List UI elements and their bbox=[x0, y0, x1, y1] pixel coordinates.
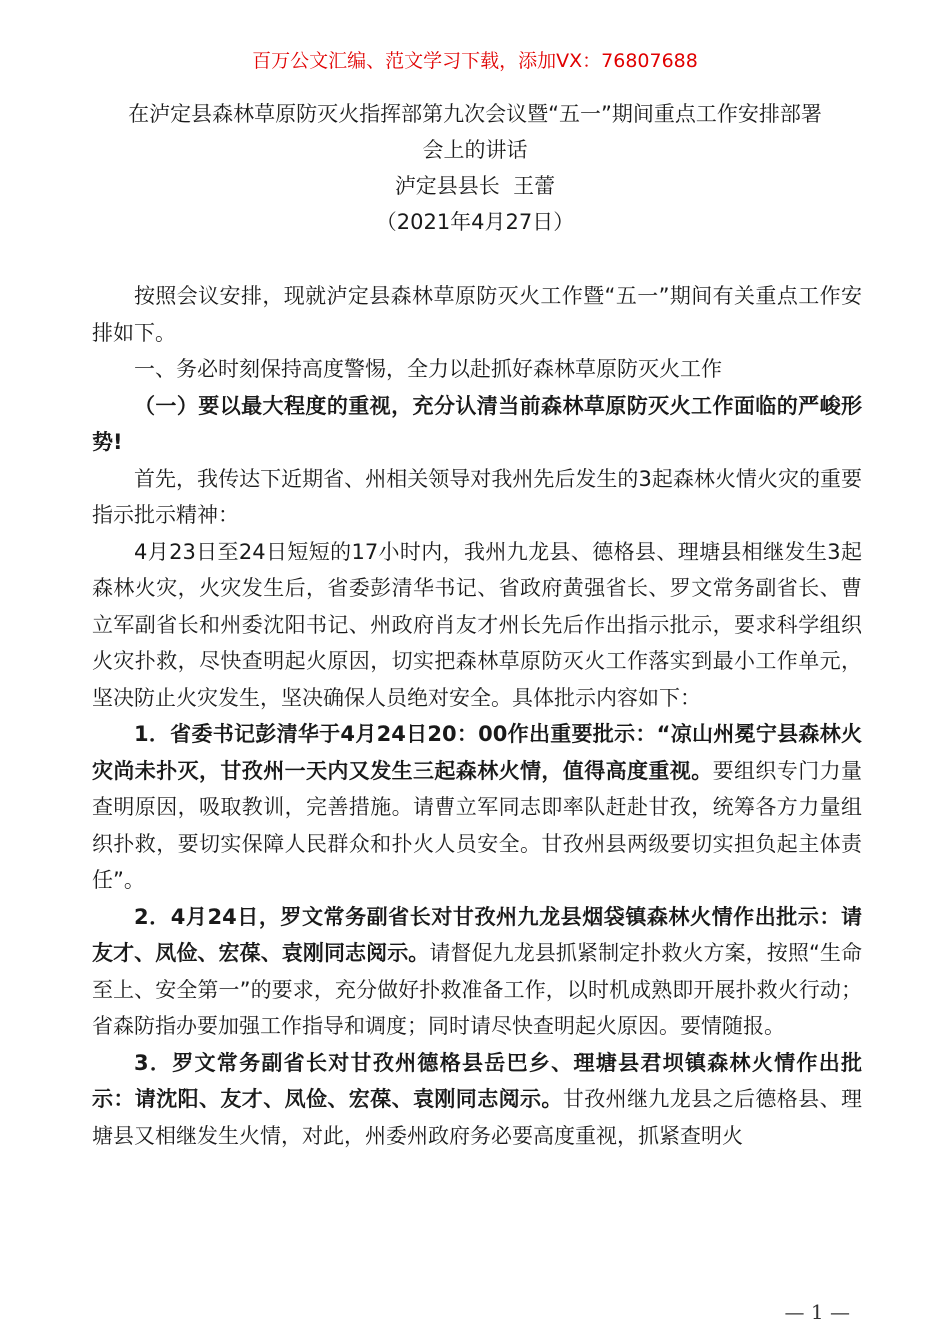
instruction-item-3 bbox=[92, 1045, 862, 1155]
page-number: — 1 — bbox=[784, 1300, 850, 1324]
instruction-item-3-bold: 3．罗文常务副省长对甘孜州德格县岳巴乡、理塘县君坝镇森林火情作出批示：请沈阳、友才、凤俭、宏葆、袁刚同志阅示。 bbox=[92, 1050, 862, 1111]
title-block bbox=[60, 96, 890, 240]
intro-paragraph: 按照会议安排，现就泸定县森林草原防灭火工作暨“五一”期间有关重点工作安排如下。 bbox=[92, 284, 862, 345]
instruction-item-2-rest: 请督促九龙县抓紧制定扑救火方案，按照“生命至上、安全第一”的要求，充分做好扑救准备工作，以时机成熟即开展扑救火行动；省森防指办要加强工作指导和调度；同时请尽快查明起火原因。要情随报。 bbox=[92, 941, 862, 1038]
instruction-item-2 bbox=[92, 899, 862, 1045]
speech-date: （2021年4月27日） bbox=[375, 210, 575, 234]
subsection-heading-1: （一）要以最大程度的重视，充分认清当前森林草原防灭火工作面临的严峻形势! bbox=[92, 393, 862, 454]
instruction-item-1-rest: 要组织专门力量查明原因，吸取教训，完善措施。请曹立军同志即率队赶赴甘孜，统筹各方力量组织扑救，要切实保障人民群众和扑火人员安全。甘孜州县两级要切实担负起主体责任”。 bbox=[92, 758, 863, 892]
speech-title-line2: 会上的讲话 bbox=[422, 138, 528, 162]
instruction-item-1 bbox=[92, 716, 862, 899]
speaker-line: 泸定县县长 王蕾 bbox=[394, 174, 556, 198]
document-body bbox=[92, 278, 862, 1154]
header-watermark-note: 百万公文汇编、范文学习下载，添加VX：76807688 bbox=[252, 50, 698, 72]
instruction-item-3-rest: 甘孜州继九龙县之后德格县、理塘县又相继发生火情，对此，州委州政府务必要高度重视，抓紧查明火 bbox=[92, 1087, 863, 1148]
paragraph-1: 首先，我传达下近期省、州相关领导对我州先后发生的3起森林火情火灾的重要指示批示精神： bbox=[92, 466, 862, 527]
instruction-item-1-bold: 1．省委书记彭清华于4月24日20：00作出重要批示：“凉山州冕宁县森林火灾尚未扑灭，甘孜州一天内又发生三起森林火情，值得高度重视。 bbox=[92, 722, 862, 783]
speech-title-line1: 在泸定县森林草原防灭火指挥部第九次会议暨“五一”期间重点工作安排部署 bbox=[128, 102, 822, 126]
paragraph-2: 4月23日至24日短短的17小时内，我州九龙县、德格县、理塘县相继发生3起森林火灾，火灾发生后，省委彭清华书记、省政府黄强省长、罗文常务副省长、曹立军副省长和州委沈阳书记、州政府肖友才州长先后作出指示批示，要求科学组织火灾扑救，尽快查明起火原因，切实把森林草原防灭火工作落实到最小工作单元，坚决防止火灾发生，坚决确保人员绝对安全。具体批示内容如下： bbox=[92, 539, 862, 710]
instruction-item-2-bold: 2．4月24日，罗文常务副省长对甘孜州九龙县烟袋镇森林火情作出批示：请友才、凤俭、宏葆、袁刚同志阅示。 bbox=[92, 904, 862, 965]
section-heading-1: 一、务必时刻保持高度警惕，全力以赴抓好森林草原防灭火工作 bbox=[134, 357, 722, 381]
